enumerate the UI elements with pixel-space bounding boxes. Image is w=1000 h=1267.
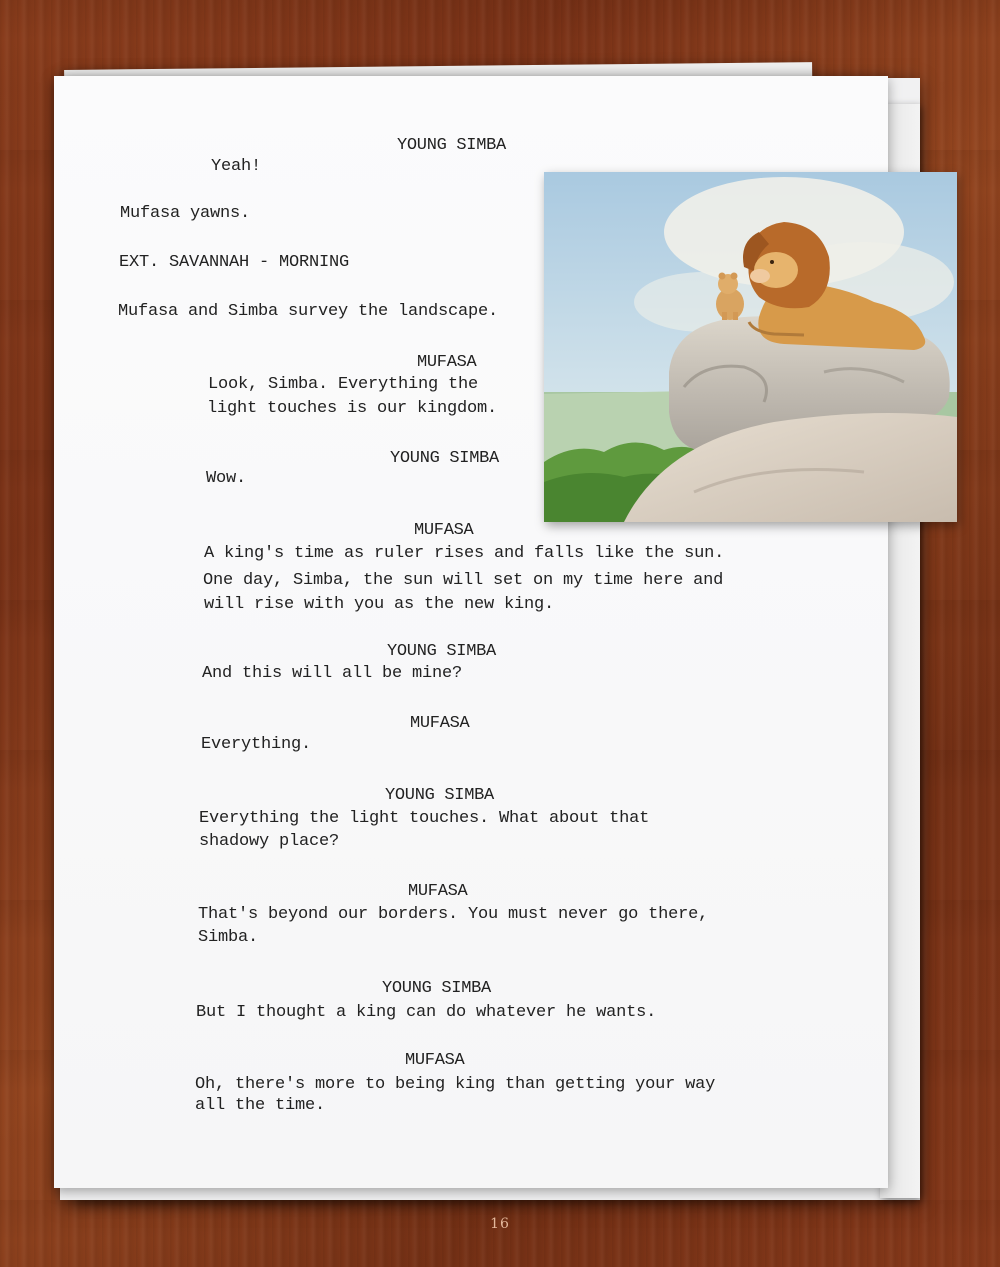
dialogue-line: One day, Simba, the sun will set on my time here and <box>203 571 724 590</box>
dialogue-line: That's beyond our borders. You must never go there, <box>198 905 709 924</box>
dialogue-line: And this will all be mine? <box>202 664 463 683</box>
action-line: Mufasa yawns. <box>120 204 251 223</box>
dialogue-line: A king's time as ruler rises and falls like the sun. <box>204 544 725 563</box>
lion-illustration <box>544 172 957 522</box>
dialogue-line: But I thought a king can do whatever he wants. <box>196 1003 657 1022</box>
dialogue-line: Everything. <box>201 735 312 754</box>
character-cue: YOUNG SIMBA <box>390 449 499 468</box>
character-cue: YOUNG SIMBA <box>387 642 496 661</box>
page-number: 16 <box>490 1216 510 1232</box>
character-cue: MUFASA <box>417 353 477 372</box>
dialogue-line: Everything the light touches. What about that <box>199 809 650 828</box>
character-cue: YOUNG SIMBA <box>397 136 506 155</box>
character-cue: YOUNG SIMBA <box>385 786 494 805</box>
dialogue-line: all the time. <box>195 1096 326 1115</box>
dialogue-line: light touches is our kingdom. <box>207 399 498 418</box>
character-cue: MUFASA <box>408 882 468 901</box>
dialogue-line: Yeah! <box>211 157 262 176</box>
scene-heading: EXT. SAVANNAH - MORNING <box>119 253 350 272</box>
dialogue-line: will rise with you as the new king. <box>204 595 555 614</box>
dialogue-line: Wow. <box>206 469 247 488</box>
action-line: Mufasa and Simba survey the landscape. <box>118 302 499 321</box>
dialogue-line: Oh, there's more to being king than getting your way <box>195 1075 716 1094</box>
character-cue: YOUNG SIMBA <box>382 979 491 998</box>
character-cue: MUFASA <box>414 521 474 540</box>
dialogue-line: Simba. <box>198 928 259 947</box>
character-cue: MUFASA <box>405 1051 465 1070</box>
dialogue-line: Look, Simba. Everything the <box>208 375 479 394</box>
character-cue: MUFASA <box>410 714 470 733</box>
dialogue-line: shadowy place? <box>199 832 340 851</box>
